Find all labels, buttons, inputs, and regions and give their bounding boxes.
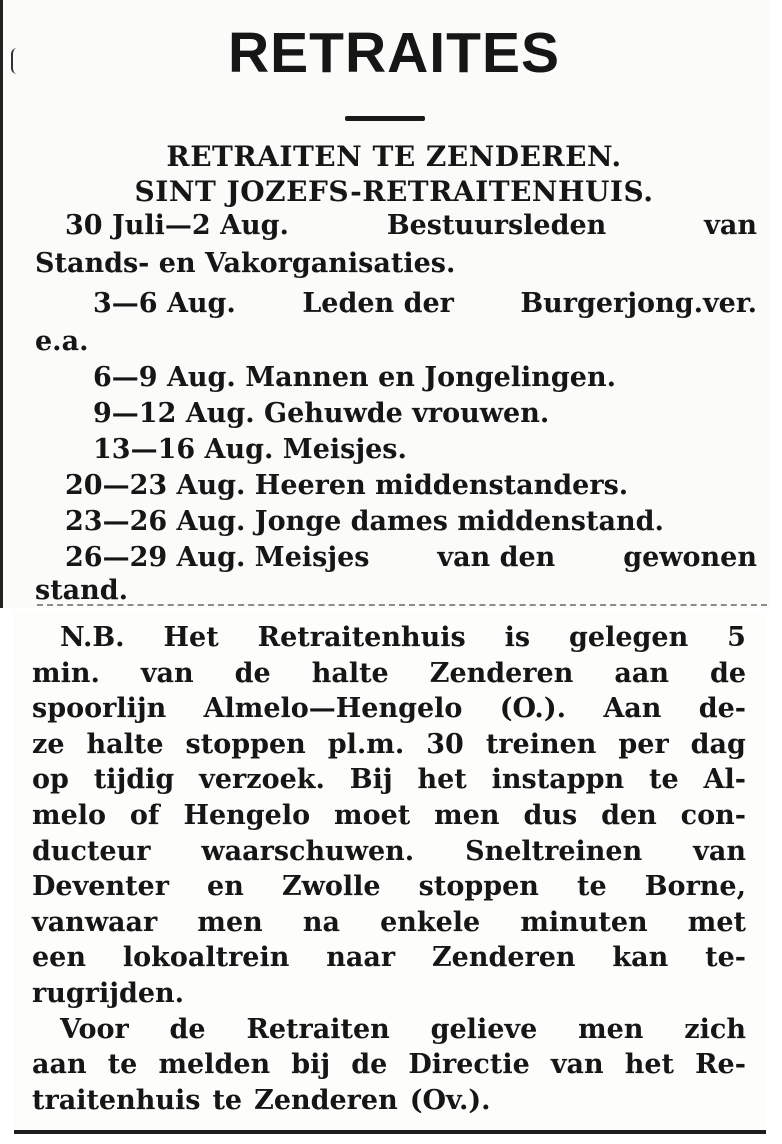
notes-line [60,1014,746,1045]
notes-word: (Ov.). [409,1084,491,1116]
notes-word: halte [86,728,164,760]
schedule-text: van den [437,542,556,573]
notes-word: N.B. [60,622,125,653]
notes-word: 30 [426,728,464,760]
schedule-date: 26—29 Aug. Meisjes [65,542,370,573]
notes-word: dag [690,728,746,760]
notes-word: na [302,906,340,938]
notes-word: halte [311,657,389,689]
notes-word: het [417,764,467,796]
notes-word: men [578,1013,644,1045]
schedule-date: 3—6 Aug. [93,288,236,319]
notes-word: vanwaar [32,906,158,938]
schedule-line: 20—23 Aug. Heeren middenstanders. [65,470,629,501]
bottom-clipping [14,610,766,1130]
notes-word: treinen [485,728,597,760]
schedule-text: gewonen [623,542,757,573]
notes-word: met [687,906,746,938]
notes-word: te [577,871,607,903]
notes-word: zich [684,1013,746,1045]
notes-word: de- [698,693,746,725]
notes-line [32,978,184,1009]
notes-word: men [197,906,263,938]
notes-word: of [129,800,160,831]
notes-word: Zenderen [431,942,576,974]
schedule-text: Leden der [302,288,454,319]
schedule-line: Stands- en Vakorganisaties. [35,248,456,279]
notes-word: is [504,622,531,653]
notes-word: 5 [727,622,746,653]
notes-line [32,942,746,973]
notes-word: con- [680,800,746,831]
notes-word: te- [705,942,746,974]
notes-word: instappn [491,764,625,796]
title-divider [345,116,425,121]
notes-word: kan [612,942,669,974]
notes-word: moet [334,800,411,831]
notes-word: te [107,1049,138,1081]
notes-word: aan [614,657,669,689]
notes-word: van [693,835,746,867]
notes-word: Zenderen [429,657,574,689]
notes-line [32,1049,746,1080]
notes-word: aan [32,1049,87,1081]
notes-word: Retraiten [246,1013,390,1045]
notes-word: dus [523,800,578,831]
schedule-line [93,288,757,319]
notes-line [32,800,746,831]
notes-word: Sneltreinen [465,835,643,867]
notes-word: Bij [349,764,393,796]
notes-line [60,622,746,653]
notes-word: per [618,728,669,760]
notes-word: Hengelo [183,800,311,831]
subhead-house: SINT JOZEFS-RETRAITENHUIS. [134,175,654,208]
notes-word: het [624,1049,675,1081]
notes-word: bij [291,1049,331,1081]
schedule-line: 9—12 Aug. Gehuwde vrouwen. [93,398,550,429]
notes-word: Retraitenhuis [257,622,466,653]
cut-line [37,604,767,608]
notes-word: Re- [695,1049,746,1081]
notes-word: spoorlijn [32,693,167,725]
notes-word: Zenderen [254,1084,398,1116]
notes-word: waarschuwen. [201,835,415,867]
subhead-location: RETRAITEN TE ZENDEREN. [166,140,622,173]
notes-word: melo [32,800,107,831]
schedule-text: van [704,210,757,241]
notes-word: ducteur [32,835,151,867]
schedule-line: 13—16 Aug. Meisjes. [93,434,407,465]
notes-line [32,693,746,724]
notes-word: Deventer [32,871,169,903]
notes-word: Directie [408,1049,530,1081]
schedule-line [65,542,757,573]
schedule-line: stand. [35,575,129,606]
notes-word: naar [326,942,396,974]
notes-word: de [234,657,271,689]
notes-word: rugrijden. [32,978,185,1009]
notes-word: Zwolle [281,871,381,903]
notes-word: Het [163,622,219,653]
notes-word: tijdig [93,764,175,796]
notes-word: pl.m. [327,728,405,760]
schedule-text: Burgerjong.ver. [520,288,757,319]
notes-line [32,871,746,902]
notes-word: men [434,800,500,831]
notes-word: een [32,942,86,974]
notes-line [32,1085,491,1116]
notes-word: gelieve [430,1013,538,1045]
notes-word: melden [158,1049,271,1081]
notes-line [32,729,746,760]
schedule-line: 6—9 Aug. Mannen en Jongelingen. [93,362,616,393]
notes-word: Al- [703,764,746,796]
notes-word: Almelo—Hengelo [203,693,463,725]
schedule-line: e.a. [35,326,89,357]
notes-word: te [648,764,679,796]
notes-word: den [601,800,657,831]
notes-word: (O.). [499,693,567,725]
notes-word: verzoek. [199,764,325,796]
notes-word: lokoaltrein [122,942,290,974]
schedule-line [65,210,757,241]
notes-word: stoppen [185,728,306,760]
notes-word: gelegen [569,622,689,653]
notes-word: enkele [380,906,481,938]
schedule-date: 30 Juli—2 Aug. [65,210,289,241]
notes-word: Aan [603,693,662,725]
notes-word: te [212,1084,243,1116]
notes-word: de [351,1049,388,1081]
notes-word: Borne, [644,871,746,903]
notes-word: van [140,657,194,689]
bottom-divider [14,1130,766,1134]
page-title: RETRAITES [227,21,561,85]
notes-word: de [709,657,746,689]
notes-line [32,836,746,867]
schedule-text: Bestuursleden [386,210,607,241]
notes-word: traitenhuis [32,1084,201,1116]
notes-word: van [550,1049,604,1081]
schedule-line: 23—26 Aug. Jonge dames middenstand. [65,506,664,537]
notes-word: minuten [520,906,648,938]
notes-word: en [207,871,244,903]
notes-line [32,764,746,795]
notes-word: de [169,1013,206,1045]
notes-word: stoppen [418,871,539,903]
notes-word: Voor [60,1013,129,1045]
notes-word: op [32,764,69,796]
notes-line [32,658,746,689]
notes-line [32,907,746,938]
notes-word: ze [32,728,65,760]
notes-word: min. [32,657,100,689]
